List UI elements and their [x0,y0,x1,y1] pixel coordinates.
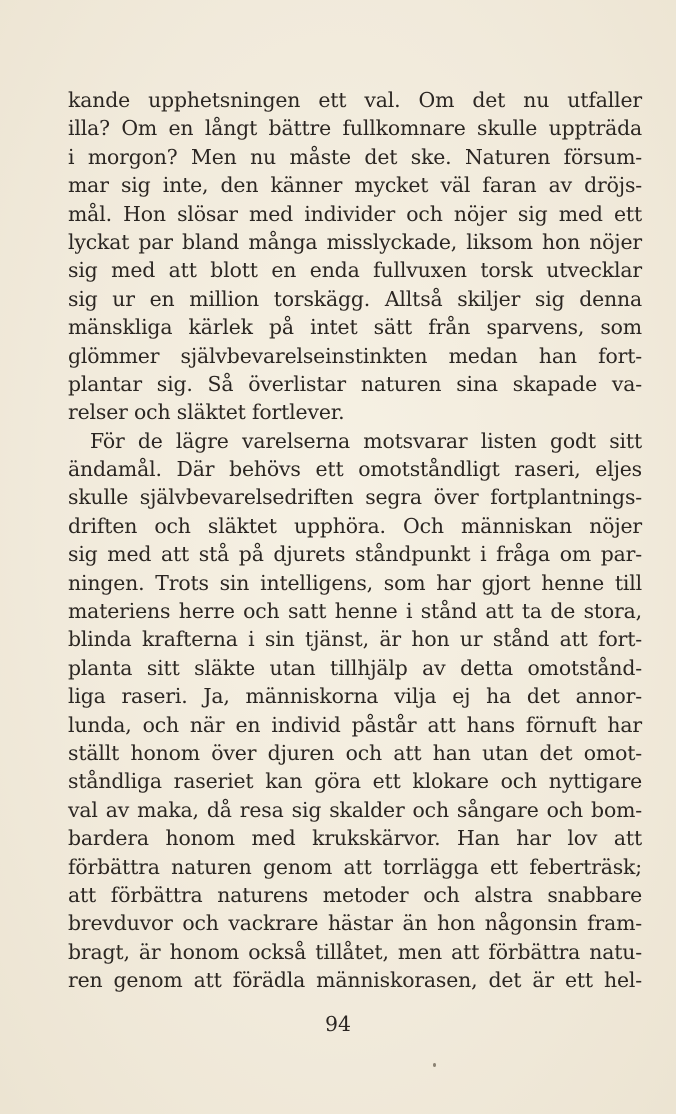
text-line: kande upphetsningen ett val. Om det nu utfaller [68,88,642,112]
text-line: bardera honom med krukskärvor. Han har lov att [68,826,642,851]
text-line: materiens herre och satt henne i stånd att ta de stora, [68,599,642,624]
text-line: lyckat par bland många misslyckade, liksom hon nöjer [68,229,642,254]
paragraph-start-line: För de lägre varelserna motsvarar listen godt sitt [90,428,642,453]
text-line: ståndliga raseriet kan göra ett klokare och nyttigare [68,769,642,794]
text-line: i morgon? Men nu måste det ske. Naturen försum- [68,144,642,169]
page-number: 94 [325,1012,351,1036]
text-line: ställt honom över djuren och att han utan det omot- [68,740,642,765]
text-line: bragt, är honom också tillåtet, men att förbättra natu- [68,939,642,964]
text-line: ningen. Trots sin intelligens, som har gjort henne till [68,570,642,595]
text-line: liga raseri. Ja, människorna vilja ej ha det annor- [68,684,642,709]
text-line: skulle självbevarelsedriften segra över fortplantnings- [68,485,642,510]
text-line: blinda krafterna i sin tjänst, är hon ur stånd att fort- [68,627,642,652]
text-line: sig med att stå på djurets ståndpunkt i fråga om par- [68,542,642,567]
text-line: illa? Om en långt bättre fullkomnare skulle uppträda [68,116,642,141]
text-line: sig med att blott en enda fullvuxen torsk utvecklar [68,258,642,283]
text-line: sig ur en million torskägg. Alltså skiljer sig denna [68,286,642,311]
text-line: mål. Hon slösar med individer och nöjer sig med ett [68,201,642,226]
text-line: ren genom att förädla människorasen, det är ett hel- [68,968,642,993]
text-line: driften och släktet upphöra. Och människan nöjer [68,513,642,538]
text-line: val av maka, då resa sig skalder och sångare och bom- [68,797,642,822]
text-line: ändamål. Där behövs ett omotståndligt raseri, eljes [68,457,642,482]
text-line: mar sig inte, den känner mycket väl faran av dröjs- [68,173,642,198]
text-line: att förbättra naturens metoder och alstra snabbare [68,882,642,907]
paragraph-end-line: relser och släktet fortlever. [68,400,345,425]
text-line: förbättra naturen genom att torrlägga ett feberträsk; [68,854,642,879]
paper-speck [433,1063,436,1067]
text-line: glömmer självbevarelseinstinkten medan han fort- [68,343,642,368]
text-line: plantar sig. Så överlistar naturen sina skapade va- [68,371,642,396]
text-line: brevduvor och vackrare hästar än hon någonsin fram- [68,911,642,936]
text-line: lunda, och när en individ påstår att hans förnuft har [68,712,642,737]
body-text [68,86,642,995]
text-line: mänskliga kärlek på intet sätt från sparvens, som [68,315,642,340]
text-line: planta sitt släkte utan tillhjälp av detta omotstånd- [68,655,642,680]
